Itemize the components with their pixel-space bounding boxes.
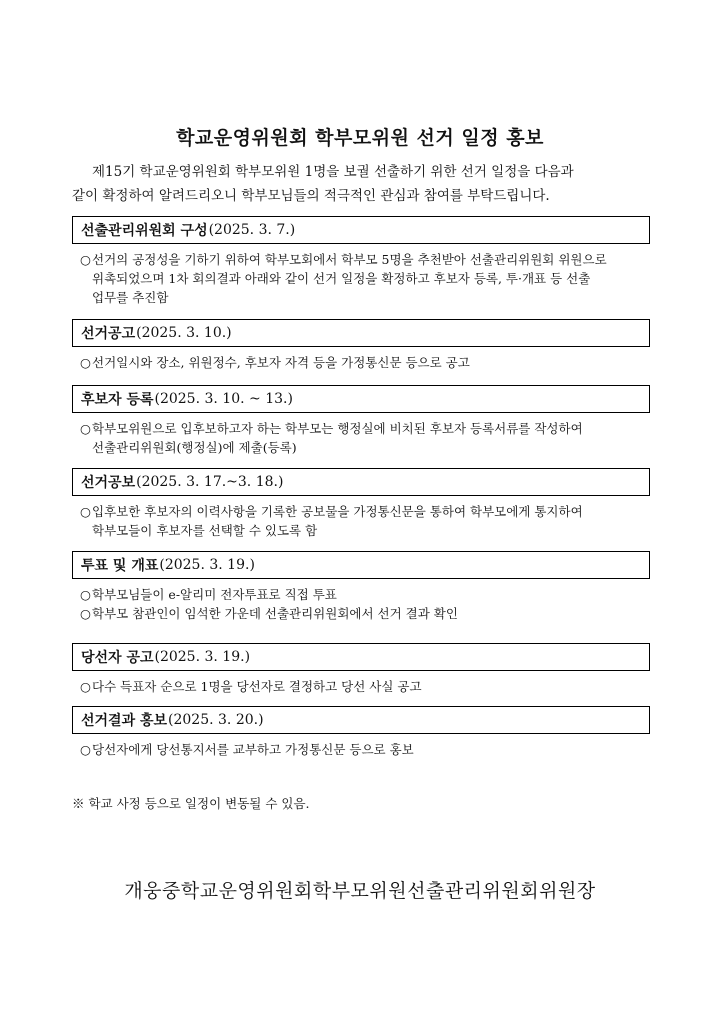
section-date: (2025. 3. 7.) — [208, 222, 296, 238]
section-date: (2025. 3. 20.) — [168, 712, 264, 728]
intro-line: 같이 확정하여 알려드리오니 학부모님들의 적극적인 관심과 참여를 부탁드립니다. — [72, 188, 550, 204]
section-label: 투표 및 개표 — [81, 558, 159, 574]
list-item — [80, 677, 650, 696]
list-item — [80, 502, 650, 540]
section-items — [72, 671, 650, 696]
circle-bullet-icon: ○ — [80, 587, 91, 602]
section-header — [72, 551, 650, 579]
circle-bullet-icon: ○ — [80, 679, 91, 694]
section-date: (2025. 3. 17.~3. 18.) — [136, 474, 284, 490]
section-candidate-registration — [72, 385, 650, 457]
section-label: 선출관리위원회 구성 — [81, 223, 208, 239]
section-result-promotion — [72, 706, 650, 759]
schedule-change-note: ※ 학교 사정 등으로 일정이 변동될 수 있음. — [72, 796, 310, 811]
circle-bullet-icon: ○ — [80, 742, 91, 757]
circle-bullet-icon: ○ — [80, 252, 91, 267]
item-line: 선출관리위원회(행정실)에 제출(등록) — [92, 440, 297, 455]
section-items — [72, 347, 650, 372]
section-voting-counting — [72, 551, 650, 623]
section-items — [72, 734, 650, 759]
intro-paragraph — [72, 160, 652, 208]
circle-bullet-icon: ○ — [80, 355, 91, 370]
item-line: 위촉되었으며 1차 회의결과 아래와 같이 선거 일정을 확정하고 후보자 등록, 투·개표 등 선출 — [92, 271, 591, 286]
item-line: 선거의 공정성을 기하기 위하여 학부모회에서 학부모 5명을 추천받아 선출관리위원회 위원으로 — [92, 252, 607, 267]
circle-bullet-icon: ○ — [80, 421, 91, 436]
section-label: 당선자 공고 — [81, 650, 154, 666]
circle-bullet-icon: ○ — [80, 606, 91, 621]
section-header — [72, 216, 650, 244]
section-date: (2025. 3. 19.) — [154, 649, 251, 665]
section-label: 선거공보 — [81, 475, 136, 491]
list-item — [80, 250, 650, 307]
intro-line: 제15기 학교운영위원회 학부모위원 1명을 보궐 선출하기 위한 선거 일정을 다음과 — [92, 164, 574, 180]
section-items — [72, 496, 650, 540]
section-label: 후보자 등록 — [81, 392, 154, 408]
section-header — [72, 643, 650, 671]
section-date: (2025. 3. 19.) — [159, 557, 255, 573]
document-title: 학교운영위원회 학부모위원 선거 일정 홍보 — [176, 127, 544, 149]
section-items — [72, 413, 650, 457]
list-item — [80, 419, 650, 457]
section-date: (2025. 3. 10. ~ 13.) — [154, 391, 293, 407]
item-line: 입후보한 후보자의 이력사항을 기록한 공보물을 가정통신문을 통하여 학부모에게 통지하여 — [92, 504, 583, 519]
list-item — [80, 740, 650, 759]
section-label: 선거결과 홍보 — [81, 713, 168, 729]
section-items — [72, 244, 650, 307]
section-date: (2025. 3. 10.) — [136, 325, 232, 341]
circle-bullet-icon: ○ — [80, 504, 91, 519]
item-line: 다수 득표자 순으로 1명을 당선자로 결정하고 당선 사실 공고 — [92, 679, 422, 694]
item-line: 학부모위원으로 입후보하고자 하는 학부모는 행정실에 비치된 후보자 등록서류를 작성하여 — [92, 421, 583, 436]
item-line: 당선자에게 당선통지서를 교부하고 가정통신문 등으로 홍보 — [92, 742, 414, 757]
list-item — [80, 604, 650, 623]
item-line: 학부모들이 후보자를 선택할 수 있도록 함 — [92, 523, 318, 538]
item-line: 선거일시와 장소, 위원정수, 후보자 자격 등을 가정통신문 등으로 공고 — [92, 355, 470, 370]
section-announcement — [72, 319, 650, 372]
signature-line: 개웅중학교운영위원회학부모위원선출관리위원회위원장 — [124, 880, 596, 902]
item-line: 업무를 추진함 — [92, 290, 169, 305]
section-committee — [72, 216, 650, 307]
list-item — [80, 353, 650, 372]
section-header — [72, 468, 650, 496]
section-items — [72, 579, 650, 623]
section-winner-announcement — [72, 643, 650, 696]
section-header — [72, 319, 650, 347]
section-header — [72, 706, 650, 734]
section-label: 선거공고 — [81, 326, 136, 342]
item-line: 학부모님들이 e-알리미 전자투표로 직접 투표 — [92, 587, 337, 602]
item-line: 학부모 참관인이 임석한 가운데 선출관리위원회에서 선거 결과 확인 — [92, 606, 458, 621]
section-election-bulletin — [72, 468, 650, 540]
list-item — [80, 585, 650, 604]
section-header — [72, 385, 650, 413]
